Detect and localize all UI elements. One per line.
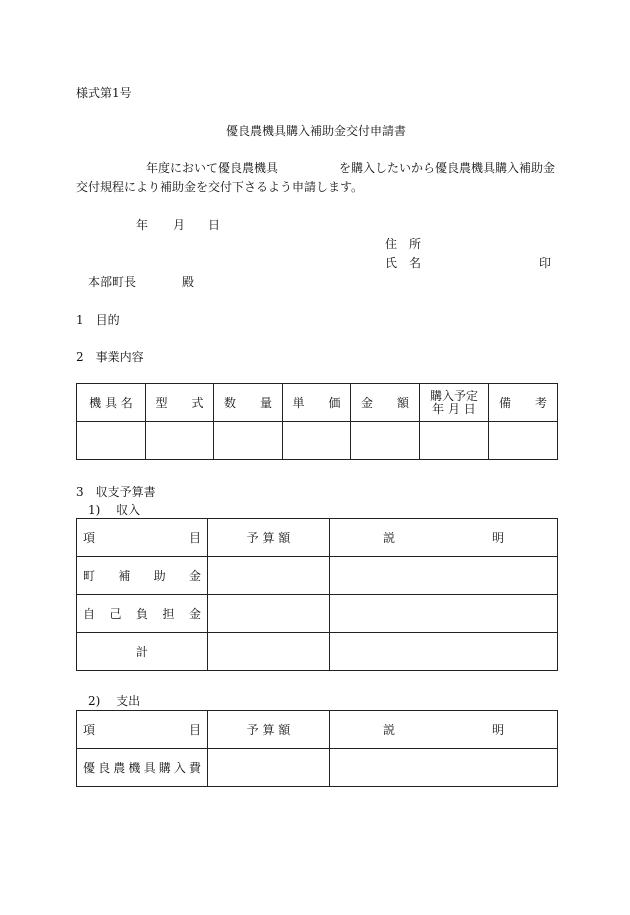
expense-table-header-row (77, 711, 558, 749)
purchase-date-cell[interactable] (420, 422, 489, 460)
header-quantity: 数 量 (214, 384, 283, 422)
label-char: 負 (135, 607, 148, 621)
section-1-heading: 1 目的 (76, 313, 120, 327)
income-table (76, 518, 558, 671)
date-year-label: 年 (136, 218, 149, 232)
equipment-name-cell[interactable] (77, 422, 146, 460)
label-char: 費 (188, 761, 201, 775)
income-table-header-row (77, 519, 558, 557)
remarks-cell[interactable] (489, 422, 558, 460)
label-char: 助 (153, 569, 166, 583)
label-char: 己 (109, 607, 122, 621)
table-row (77, 633, 558, 671)
expense-header-budget: 予 算 額 (208, 711, 330, 749)
income-header-item-a: 項 (83, 531, 96, 545)
header-purchase-date-line2: 年 月 日 (432, 401, 476, 416)
address-label: 住 所 (385, 237, 422, 251)
income-header-budget: 予 算 額 (208, 519, 330, 557)
budget-cell[interactable] (208, 633, 330, 671)
income-heading: 1) 収入 (88, 503, 141, 517)
income-header-item-b: 目 (188, 531, 201, 545)
budget-cell[interactable] (208, 557, 330, 595)
expense-header-description (330, 711, 558, 749)
income-header-desc-a: 説 (383, 531, 396, 545)
addressee-honorific: 殿 (182, 275, 195, 289)
budget-cell[interactable] (208, 749, 330, 787)
date-month-label: 月 (173, 218, 186, 232)
distributed-label (77, 759, 207, 776)
name-label: 氏 名 (385, 256, 422, 270)
header-purchase-date-line1: 購入予定 (429, 388, 478, 403)
unit-price-cell[interactable] (283, 422, 351, 460)
header-equipment-name: 機 具 名 (77, 384, 146, 422)
label-char: 機 (128, 761, 141, 775)
project-table-row (77, 422, 558, 460)
header-remarks: 備 考 (489, 384, 558, 422)
label-char: 金 (188, 569, 201, 583)
description-cell[interactable] (330, 633, 558, 671)
header-amount: 金 額 (351, 384, 420, 422)
table-row (77, 595, 558, 633)
header-model: 型 式 (146, 384, 214, 422)
expense-header-desc-b: 明 (491, 723, 504, 737)
income-header-desc-b: 明 (491, 531, 504, 545)
label-char: 町 (83, 569, 96, 583)
label-char: 補 (118, 569, 131, 583)
income-header-item (77, 519, 208, 557)
description-cell[interactable] (330, 595, 558, 633)
addressee-office: 本部町長 (88, 275, 137, 289)
intro-text-part2: を購入したいから優良農機具購入補助金 (339, 161, 556, 175)
income-total-label: 計 (77, 633, 208, 671)
expense-table (76, 710, 558, 787)
expense-header-item-a: 項 (83, 723, 96, 737)
form-number: 様式第1号 (76, 86, 132, 100)
description-cell[interactable] (330, 749, 558, 787)
expense-heading: 2) 支出 (88, 694, 141, 708)
label-char: 農 (113, 761, 126, 775)
label-char: 具 (143, 761, 156, 775)
income-row-label (77, 595, 208, 633)
label-char: 購 (158, 761, 171, 775)
project-table (76, 383, 558, 460)
label-char: 良 (98, 761, 111, 775)
header-purchase-date (420, 384, 489, 422)
expense-header-item (77, 711, 208, 749)
date-day-label: 日 (208, 218, 221, 232)
distributed-label (77, 605, 207, 622)
section-2-heading: 2 事業内容 (76, 350, 144, 364)
quantity-cell[interactable] (214, 422, 283, 460)
distributed-label (77, 567, 207, 584)
expense-header-desc-a: 説 (383, 723, 396, 737)
expense-row-label (77, 749, 208, 787)
intro-text-part1: 年度において優良農機具 (146, 161, 279, 175)
project-table-header-row (77, 384, 558, 422)
header-unit-price: 単 価 (283, 384, 351, 422)
expense-header-item-b: 目 (188, 723, 201, 737)
document-title: 優良農機具購入補助金交付申請書 (226, 124, 407, 138)
label-char: 入 (173, 761, 186, 775)
intro-text-line2: 交付規程により補助金を交付下さるよう申請します。 (76, 180, 364, 194)
income-row-label (77, 557, 208, 595)
model-cell[interactable] (146, 422, 214, 460)
budget-cell[interactable] (208, 595, 330, 633)
seal-mark: 印 (539, 256, 552, 270)
description-cell[interactable] (330, 557, 558, 595)
label-char: 優 (83, 761, 96, 775)
label-char: 担 (162, 607, 175, 621)
table-row (77, 557, 558, 595)
label-char: 金 (188, 607, 201, 621)
table-row (77, 749, 558, 787)
income-header-description (330, 519, 558, 557)
amount-cell[interactable] (351, 422, 420, 460)
section-3-heading: 3 収支予算書 (76, 485, 156, 499)
label-char: 自 (83, 607, 96, 621)
